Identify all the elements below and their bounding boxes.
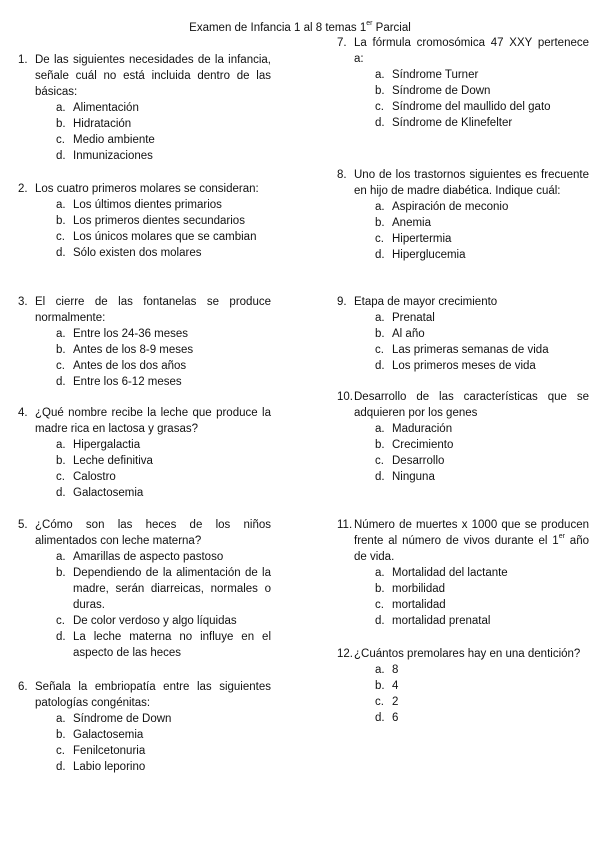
option-letter: d. bbox=[375, 471, 385, 483]
question-5 bbox=[18, 517, 271, 661]
option-text: Los únicos molares que se cambian bbox=[73, 231, 257, 243]
question-text: La fórmula cromosómica 47 XXY pertenece a: bbox=[354, 37, 589, 65]
option-letter: c. bbox=[375, 101, 384, 113]
question-6 bbox=[18, 679, 271, 775]
option-letter: b. bbox=[375, 680, 385, 692]
option bbox=[56, 342, 271, 358]
option-text: Hipergalactia bbox=[73, 439, 141, 451]
option bbox=[375, 597, 589, 613]
option-letter: d. bbox=[375, 360, 385, 372]
option bbox=[56, 197, 271, 213]
option-text: Síndrome de Klinefelter bbox=[392, 117, 513, 129]
option-text: Síndrome del maullido del gato bbox=[392, 101, 551, 113]
option-text: Labio leporino bbox=[73, 761, 146, 773]
options-list bbox=[18, 197, 271, 261]
option-letter: b. bbox=[56, 567, 66, 579]
option-text: Antes de los dos años bbox=[73, 360, 187, 372]
option-letter: d. bbox=[56, 150, 66, 162]
option-text: De color verdoso y algo líquidas bbox=[73, 615, 237, 627]
option bbox=[56, 148, 271, 164]
question-10 bbox=[337, 389, 589, 485]
question-text: Etapa de mayor crecimiento bbox=[354, 296, 498, 308]
option-text: Inmunizaciones bbox=[73, 150, 153, 162]
option-letter: c. bbox=[375, 233, 384, 245]
option-text: Amarillas de aspecto pastoso bbox=[73, 551, 224, 563]
option-text: Mortalidad del lactante bbox=[392, 567, 508, 579]
option bbox=[375, 565, 589, 581]
option-text: morbilidad bbox=[392, 583, 446, 595]
option bbox=[56, 116, 271, 132]
question-number: 3. bbox=[18, 296, 28, 308]
option bbox=[375, 358, 589, 374]
option bbox=[375, 342, 589, 358]
option-letter: c. bbox=[375, 344, 384, 356]
option bbox=[375, 678, 589, 694]
option-letter: a. bbox=[56, 713, 66, 725]
question-text: El cierre de las fontanelas se produce normalmente: bbox=[35, 296, 271, 324]
option-letter: a. bbox=[56, 439, 66, 451]
option bbox=[375, 231, 589, 247]
option-text: 6 bbox=[392, 712, 399, 724]
option-letter: b. bbox=[375, 583, 385, 595]
question-number: 11. bbox=[337, 519, 353, 531]
question-12 bbox=[337, 646, 589, 726]
option bbox=[375, 469, 589, 485]
option-letter: c. bbox=[56, 471, 65, 483]
option-text: Galactosemia bbox=[73, 729, 144, 741]
option bbox=[375, 613, 589, 629]
question-text: ¿Cuántos premolares hay en una dentición? bbox=[354, 648, 581, 660]
question-number: 4. bbox=[18, 407, 28, 419]
option-text: Entre los 24-36 meses bbox=[73, 328, 189, 340]
option bbox=[56, 213, 271, 229]
question-text: Número de muertes x 1000 que se producen frente al número de vivos durante el 1er año de vida. bbox=[354, 519, 589, 563]
question-3 bbox=[18, 294, 271, 390]
option bbox=[375, 310, 589, 326]
question-number: 9. bbox=[337, 296, 347, 308]
option-letter: b. bbox=[56, 729, 66, 741]
question-2 bbox=[18, 181, 271, 261]
question-4 bbox=[18, 405, 271, 501]
option bbox=[56, 437, 271, 453]
option bbox=[375, 83, 589, 99]
option-letter: c. bbox=[375, 696, 384, 708]
option-text: Al año bbox=[392, 328, 425, 340]
option-letter: a. bbox=[56, 199, 66, 211]
options-list bbox=[18, 326, 271, 390]
question-number: 6. bbox=[18, 681, 28, 693]
question-11 bbox=[337, 517, 589, 629]
option bbox=[375, 694, 589, 710]
option bbox=[56, 759, 271, 775]
option bbox=[375, 199, 589, 215]
question-number: 8. bbox=[337, 169, 347, 181]
option-text: Hidratación bbox=[73, 118, 132, 130]
option bbox=[56, 358, 271, 374]
option-letter: c. bbox=[56, 134, 65, 146]
option bbox=[56, 485, 271, 501]
option bbox=[375, 421, 589, 437]
option-text: Las primeras semanas de vida bbox=[392, 344, 549, 356]
option-text: Desarrollo bbox=[392, 455, 445, 467]
question-text: De las siguientes necesidades de la infancia, señale cuál no está incluida dentro de las básicas: bbox=[35, 54, 271, 98]
question-number: 1. bbox=[18, 54, 28, 66]
question-9 bbox=[337, 294, 589, 374]
option bbox=[56, 374, 271, 390]
option bbox=[375, 247, 589, 263]
options-list bbox=[337, 565, 589, 629]
option-letter: b. bbox=[56, 455, 66, 467]
option bbox=[56, 727, 271, 743]
question-1 bbox=[18, 52, 271, 164]
option bbox=[375, 326, 589, 342]
option bbox=[56, 132, 271, 148]
option-letter: a. bbox=[56, 102, 66, 114]
option-letter: b. bbox=[375, 439, 385, 451]
option-letter: c. bbox=[56, 615, 65, 627]
option-letter: d. bbox=[56, 631, 66, 643]
option-letter: a. bbox=[56, 328, 66, 340]
option-letter: a. bbox=[375, 69, 385, 81]
option-text: Antes de los 8-9 meses bbox=[73, 344, 194, 356]
option-letter: d. bbox=[375, 249, 385, 261]
option bbox=[56, 100, 271, 116]
option-letter: c. bbox=[375, 455, 384, 467]
option-text: Síndrome Turner bbox=[392, 69, 479, 81]
option-letter: b. bbox=[56, 215, 66, 227]
option bbox=[375, 115, 589, 131]
option-letter: d. bbox=[56, 761, 66, 773]
question-number: 2. bbox=[18, 183, 28, 195]
option-text: Leche definitiva bbox=[73, 455, 153, 467]
question-number: 10. bbox=[337, 391, 353, 403]
option-text: 2 bbox=[392, 696, 399, 708]
option-letter: d. bbox=[56, 247, 66, 259]
options-list bbox=[18, 549, 271, 661]
option-letter: a. bbox=[375, 201, 385, 213]
option-text: Entre los 6-12 meses bbox=[73, 376, 182, 388]
option bbox=[375, 99, 589, 115]
option bbox=[56, 711, 271, 727]
option-letter: c. bbox=[56, 360, 65, 372]
option-text: Maduración bbox=[392, 423, 453, 435]
option-text: Fenilcetonuria bbox=[73, 745, 146, 757]
option-letter: a. bbox=[375, 567, 385, 579]
options-list bbox=[337, 199, 589, 263]
question-7 bbox=[337, 35, 589, 131]
option bbox=[375, 662, 589, 678]
question-text: Los cuatro primeros molares se consideran: bbox=[35, 183, 259, 195]
options-list bbox=[18, 100, 271, 164]
option bbox=[56, 549, 271, 565]
page-title: Examen de Infancia 1 al 8 temas 1er Parcial bbox=[189, 20, 411, 34]
option bbox=[375, 453, 589, 469]
option-letter: b. bbox=[375, 328, 385, 340]
option-text: Los primeros dientes secundarios bbox=[73, 215, 245, 227]
question-text: ¿Cómo son las heces de los niños alimentados con leche materna? bbox=[35, 519, 271, 547]
option bbox=[56, 229, 271, 245]
option bbox=[375, 710, 589, 726]
question-number: 7. bbox=[337, 37, 347, 49]
option-text: Calostro bbox=[73, 471, 116, 483]
option-text: Los últimos dientes primarios bbox=[73, 199, 222, 211]
options-list bbox=[337, 421, 589, 485]
option-letter: a. bbox=[375, 423, 385, 435]
option bbox=[375, 67, 589, 83]
option-text: Medio ambiente bbox=[73, 134, 155, 146]
option bbox=[56, 629, 271, 661]
question-8 bbox=[337, 167, 589, 263]
options-list bbox=[18, 437, 271, 501]
option bbox=[56, 469, 271, 485]
option-text: La leche materna no influye en el aspecto de las heces bbox=[73, 631, 271, 659]
option-text: Anemia bbox=[392, 217, 431, 229]
option-text: 8 bbox=[392, 664, 399, 676]
option-text: Hipertermia bbox=[392, 233, 452, 245]
option bbox=[375, 215, 589, 231]
option-letter: c. bbox=[375, 599, 384, 611]
option-text: Síndrome de Down bbox=[73, 713, 172, 725]
option-letter: d. bbox=[56, 487, 66, 499]
option-text: Galactosemia bbox=[73, 487, 144, 499]
option-text: Dependiendo de la alimentación de la madre, serán diarreicas, normales o duras. bbox=[73, 567, 271, 611]
option bbox=[56, 565, 271, 613]
option bbox=[375, 581, 589, 597]
options-list bbox=[337, 662, 589, 726]
option-text: Síndrome de Down bbox=[392, 85, 491, 97]
option-letter: a. bbox=[375, 312, 385, 324]
option-text: mortalidad bbox=[392, 599, 446, 611]
option bbox=[56, 613, 271, 629]
option-letter: b. bbox=[56, 344, 66, 356]
option-letter: c. bbox=[56, 231, 65, 243]
option-letter: a. bbox=[375, 664, 385, 676]
option-letter: d. bbox=[375, 615, 385, 627]
option bbox=[56, 453, 271, 469]
option-text: Crecimiento bbox=[392, 439, 454, 451]
question-text: ¿Qué nombre recibe la leche que produce la madre rica en lactosa y grasas? bbox=[35, 407, 271, 435]
option-letter: d. bbox=[56, 376, 66, 388]
option bbox=[56, 743, 271, 759]
option-letter: a. bbox=[56, 551, 66, 563]
option-letter: d. bbox=[375, 117, 385, 129]
option-text: Hiperglucemia bbox=[392, 249, 466, 261]
option-text: Alimentación bbox=[73, 102, 139, 114]
option-letter: c. bbox=[56, 745, 65, 757]
options-list bbox=[337, 310, 589, 374]
question-number: 12. bbox=[337, 648, 353, 660]
option bbox=[56, 326, 271, 342]
option-letter: d. bbox=[375, 712, 385, 724]
option-text: Aspiración de meconio bbox=[392, 201, 509, 213]
question-number: 5. bbox=[18, 519, 28, 531]
question-text: Uno de los trastornos siguientes es frecuente en hijo de madre diabética. Indique cuál: bbox=[354, 169, 589, 197]
option-text: mortalidad prenatal bbox=[392, 615, 491, 627]
option-letter: b. bbox=[375, 85, 385, 97]
question-text: Desarrollo de las características que se adquieren por los genes bbox=[354, 391, 589, 419]
question-text: Señala la embriopatía entre las siguientes patologías congénitas: bbox=[35, 681, 271, 709]
options-list bbox=[18, 711, 271, 775]
option bbox=[375, 437, 589, 453]
option-text: Ninguna bbox=[392, 471, 435, 483]
option-text: Sólo existen dos molares bbox=[73, 247, 202, 259]
option-text: 4 bbox=[392, 680, 399, 692]
option-letter: b. bbox=[56, 118, 66, 130]
options-list bbox=[337, 67, 589, 131]
option bbox=[56, 245, 271, 261]
option-text: Prenatal bbox=[392, 312, 435, 324]
option-letter: b. bbox=[375, 217, 385, 229]
option-text: Los primeros meses de vida bbox=[392, 360, 536, 372]
